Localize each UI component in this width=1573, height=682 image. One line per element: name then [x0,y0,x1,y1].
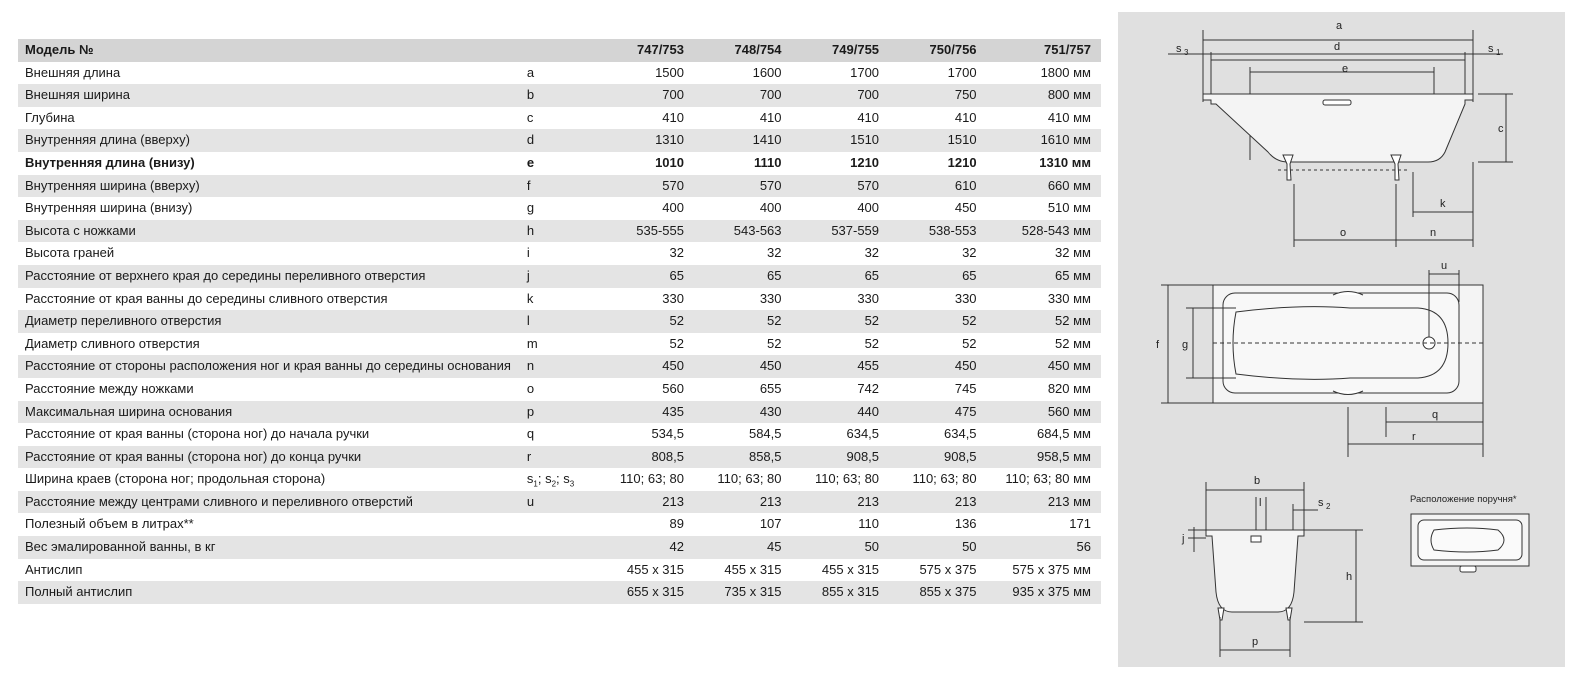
row-parameter-code: f [527,175,582,198]
row-value-model-3: 1510 [782,129,880,152]
row-parameter-name: Внутренняя ширина (внизу) [25,200,193,216]
table-row [18,581,1101,604]
row-value-model-1: 52 [581,310,684,333]
row-value-model-5: 958,5 мм [977,446,1101,469]
row-value-model-2: 107 [759,516,782,532]
row-value-model-5: 450 мм [977,355,1101,378]
row-value-model-1: 89 [669,516,684,532]
row-value-model-2: 700 [684,84,782,107]
bathtub-drawings [1118,12,1565,667]
row-value-model-4: 136 [954,516,977,532]
row-value-model-5: 660 мм [977,175,1101,198]
row-value-model-2: 110; 63; 80 [717,471,782,487]
row-value-model-1: 535-555 [581,220,684,243]
handle-placement-drawing [1411,514,1529,572]
table-row [18,129,1101,152]
row-value-model-1: 1310 [581,129,684,152]
row-parameter-code: $s_1$; $s_2$; $s_3$ [526,471,575,489]
top-view-drawing [1161,270,1483,457]
row-value-model-2: 52 [684,310,782,333]
row-value-model-5: 171 [1069,516,1091,532]
row-parameter-name: Внешняя длина [25,64,121,80]
row-value-model-1: 1500 [655,64,684,80]
row-parameter-code: m [526,335,538,351]
label-b: b [1254,475,1261,487]
row-value-model-4: 908,5 [879,446,977,469]
row-value-model-4: 450 [879,355,977,378]
header-code [527,39,582,62]
row-value-model-4: 1210 [947,154,977,170]
header-model-2: 748/754 [684,39,782,62]
table-row [18,378,1101,401]
row-parameter-code: p [527,401,582,424]
row-value-model-1: 400 [662,200,684,216]
row-value-model-5: 110; 63; 80 мм [1005,471,1091,487]
label-s1-sub: 1 [1496,48,1501,57]
header-model-1: 747/753 [581,39,684,62]
row-parameter-name: Расстояние от края ванны до середины сливного отверстия [25,290,388,306]
row-parameter-code: o [526,380,535,396]
label-p: p [1252,636,1259,648]
label-s2-sub: 2 [1326,502,1331,511]
row-parameter-code: c [526,109,534,125]
row-value-model-2: 1410 [684,129,782,152]
row-value-model-4: 575 x 375 [919,561,977,577]
label-s3: s [1176,43,1182,55]
row-value-model-1: 655 x 315 [581,581,684,604]
row-parameter-name: Внешняя ширина [18,84,527,107]
row-value-model-2: 858,5 [684,446,782,469]
side-view-drawing [1168,30,1513,247]
row-value-model-1: 450 [581,355,684,378]
label-k: k [1440,198,1446,210]
row-value-model-3: 330 [857,290,880,306]
row-parameter-name: Диаметр сливного отверстия [25,335,200,351]
header-model-3: 749/755 [782,39,880,62]
row-value-model-5: 65 мм [977,265,1101,288]
row-parameter-code: a [526,64,535,80]
row-value-model-1: 52 [669,335,684,351]
label-a: a [1336,20,1343,32]
row-value-model-4: 50 [879,536,977,559]
row-value-model-1: 42 [581,536,684,559]
row-value-model-5: 800 мм [977,84,1101,107]
row-value-model-1: 534,5 [651,426,684,442]
row-parameter-name: Вес эмалированной ванны, в кг [18,536,527,559]
row-value-model-5: 56 [977,536,1101,559]
row-parameter-name: Внутренняя ширина (вверху) [18,175,527,198]
table-row [18,401,1101,424]
row-value-model-4: 410 [954,109,977,125]
row-parameter-name: Антислип [25,561,83,577]
row-value-model-2: 455 x 315 [724,561,782,577]
row-value-model-3: 570 [782,175,880,198]
row-value-model-2: 213 [684,491,782,514]
end-view-drawing [1188,482,1363,657]
row-parameter-name: Ширина краев (сторона ног; продольная сторона) [25,471,326,487]
row-value-model-3: 213 [782,491,880,514]
row-value-model-5: 1310 мм [1039,154,1091,170]
row-value-model-2: 410 [759,109,782,125]
row-parameter-code: g [526,200,535,216]
row-parameter-code: j [527,265,582,288]
row-parameter-code [527,513,582,536]
table-header-row [18,39,1101,62]
row-value-model-2: 65 [684,265,782,288]
row-value-model-1: 32 [669,245,684,261]
specifications-table [18,39,1101,604]
row-value-model-2: 584,5 [748,426,782,442]
row-value-model-3: 455 [782,355,880,378]
table-row [18,536,1101,559]
row-value-model-2: 45 [684,536,782,559]
row-value-model-4: 65 [879,265,977,288]
row-value-model-4: 1700 [947,64,977,80]
row-value-model-5: 528-543 мм [977,220,1101,243]
row-value-model-5: 410 мм [1047,109,1091,125]
row-parameter-code: k [526,290,534,306]
row-value-model-4: 475 [879,401,977,424]
table-row [18,446,1101,469]
table-row [18,175,1101,198]
table-row [18,288,1101,311]
row-value-model-2: 450 [684,355,782,378]
row-value-model-3: 65 [782,265,880,288]
row-parameter-name: Полный антислип [18,581,527,604]
row-value-model-1: 330 [662,290,684,306]
label-q: q [1432,409,1439,421]
row-parameter-code: q [526,426,535,442]
row-parameter-name: Максимальная ширина основания [18,401,527,424]
row-parameter-code: n [527,355,582,378]
row-value-model-5: 1800 мм [1040,64,1091,80]
row-value-model-2: 1110 [754,154,782,170]
row-value-model-5: 1610 мм [977,129,1101,152]
label-d: d [1334,41,1341,53]
table-row [18,333,1101,356]
header-model-4: 750/756 [879,39,977,62]
row-value-model-5: 820 мм [1047,380,1091,396]
row-value-model-1: 213 [581,491,684,514]
row-parameter-name: Полезный объем в литрах** [25,516,194,532]
row-value-model-3: 855 x 315 [782,581,880,604]
table-row [18,62,1101,85]
row-value-model-5: 684,5 мм [1036,426,1091,442]
row-value-model-3: 52 [782,310,880,333]
table-row [18,152,1101,175]
label-h: h [1346,571,1353,583]
row-parameter-name: Диаметр переливного отверстия [18,310,527,333]
row-value-model-5: 935 x 375 мм [977,581,1101,604]
row-parameter-name: Внутренняя длина (внизу) [25,154,195,170]
row-value-model-3: 440 [782,401,880,424]
row-value-model-5: 330 мм [1047,290,1091,306]
row-parameter-name: Расстояние между ножками [25,380,194,396]
row-value-model-4: 1510 [879,129,977,152]
row-value-model-3: 410 [857,109,880,125]
row-parameter-name: Высота с ножками [18,220,527,243]
row-value-model-5: 510 мм [1047,200,1091,216]
row-value-model-4: 52 [962,335,977,351]
row-value-model-3: 1210 [850,154,880,170]
row-parameter-code: d [527,129,582,152]
row-value-model-1: 1010 [655,154,684,170]
technical-drawing-panel [1118,12,1565,667]
table-row [18,197,1101,220]
label-g: g [1182,339,1189,351]
row-value-model-2: 330 [759,290,782,306]
row-parameter-name: Расстояние от верхнего края до середины переливного отверстия [18,265,527,288]
row-value-model-1: 410 [662,109,684,125]
table-row [18,242,1101,265]
row-value-model-4: 855 x 375 [879,581,977,604]
label-o: o [1340,227,1347,239]
row-value-model-2: 735 x 315 [684,581,782,604]
handle-placement-caption: Расположение поручня* [1410,494,1517,505]
row-value-model-5: 560 мм [977,401,1101,424]
row-parameter-code: b [527,84,582,107]
row-parameter-name: Высота граней [25,245,115,261]
row-parameter-code: l [527,310,582,333]
row-value-model-3: 110 [858,516,880,532]
table-row [18,84,1101,107]
row-value-model-3: 32 [864,245,880,261]
table-row [18,265,1101,288]
row-value-model-4: 745 [954,380,977,396]
label-l: l [1259,497,1262,509]
row-value-model-2: 655 [759,380,782,396]
row-value-model-3: 908,5 [782,446,880,469]
row-value-model-4: 538-553 [879,220,977,243]
row-value-model-2: 543-563 [684,220,782,243]
label-s2: s [1318,497,1324,509]
row-value-model-1: 700 [581,84,684,107]
label-j: j [1182,533,1185,545]
row-parameter-name: Расстояние от стороны расположения ног и края ванны до середины основания [18,355,527,378]
table-row [18,468,1101,491]
row-value-model-3: 700 [782,84,880,107]
table-row [18,491,1101,514]
row-value-model-3: 537-559 [782,220,880,243]
row-value-model-2: 32 [767,245,782,261]
row-parameter-name: Внутренняя длина (вверху) [18,129,527,152]
label-u: u [1441,260,1448,272]
table-row [18,355,1101,378]
row-value-model-3: 110; 63; 80 [814,471,880,487]
row-parameter-code: h [527,220,582,243]
row-value-model-1: 435 [581,401,684,424]
row-parameter-name: Расстояние от края ванны (сторона ног) до конца ручки [18,446,527,469]
table-row [18,423,1101,446]
row-parameter-code: u [527,491,582,514]
row-value-model-1: 560 [662,380,684,396]
row-value-model-3: 634,5 [846,426,880,442]
row-value-model-4: 32 [962,245,977,261]
row-value-model-4: 110; 63; 80 [912,471,977,487]
row-value-model-5: 52 мм [977,310,1101,333]
table-row [18,220,1101,243]
row-value-model-3: 50 [782,536,880,559]
row-value-model-3: 400 [857,200,880,216]
label-e: e [1342,63,1349,75]
row-value-model-4: 750 [879,84,977,107]
row-value-model-2: 1600 [752,64,782,80]
table-row [18,310,1101,333]
row-parameter-code: i [526,245,530,261]
row-value-model-1: 570 [581,175,684,198]
label-n: n [1430,227,1437,239]
header-model-5: 751/757 [977,39,1101,62]
row-value-model-1: 65 [581,265,684,288]
row-value-model-5: 213 мм [977,491,1101,514]
row-value-model-3: 52 [864,335,880,351]
row-value-model-5: 575 x 375 мм [1012,561,1091,577]
row-parameter-name: Расстояние между центрами сливного и переливного отверстий [18,491,527,514]
table-row [18,559,1101,582]
row-value-model-2: 52 [767,335,782,351]
row-parameter-code [527,581,582,604]
label-r: r [1412,431,1416,443]
label-s3-sub: 3 [1184,48,1189,57]
row-value-model-5: 52 мм [1055,335,1091,351]
row-value-model-3: 1700 [850,64,880,80]
row-value-model-2: 570 [684,175,782,198]
row-parameter-code [527,559,582,582]
row-value-model-4: 610 [879,175,977,198]
row-parameter-name: Расстояние от края ванны (сторона ног) до начала ручки [25,426,370,442]
row-parameter-code: r [527,446,582,469]
row-parameter-code: e [526,154,535,170]
header-model-label: Модель № [18,39,527,62]
row-value-model-1: 110; 63; 80 [619,471,684,487]
row-value-model-4: 52 [879,310,977,333]
row-value-model-4: 450 [954,200,977,216]
row-parameter-name: Глубина [25,109,75,125]
label-c: c [1498,123,1504,135]
label-s1: s [1488,43,1494,55]
table-row [18,107,1101,130]
row-value-model-3: 742 [857,380,880,396]
row-parameter-code [527,536,582,559]
row-value-model-3: 455 x 315 [821,561,880,577]
row-value-model-4: 330 [954,290,977,306]
row-value-model-1: 455 x 315 [626,561,684,577]
row-value-model-5: 32 мм [1055,245,1091,261]
row-value-model-2: 400 [759,200,782,216]
row-value-model-1: 808,5 [581,446,684,469]
row-value-model-2: 430 [684,401,782,424]
label-f: f [1156,339,1160,351]
row-value-model-4: 213 [879,491,977,514]
row-value-model-4: 634,5 [944,426,977,442]
table-row [18,513,1101,536]
